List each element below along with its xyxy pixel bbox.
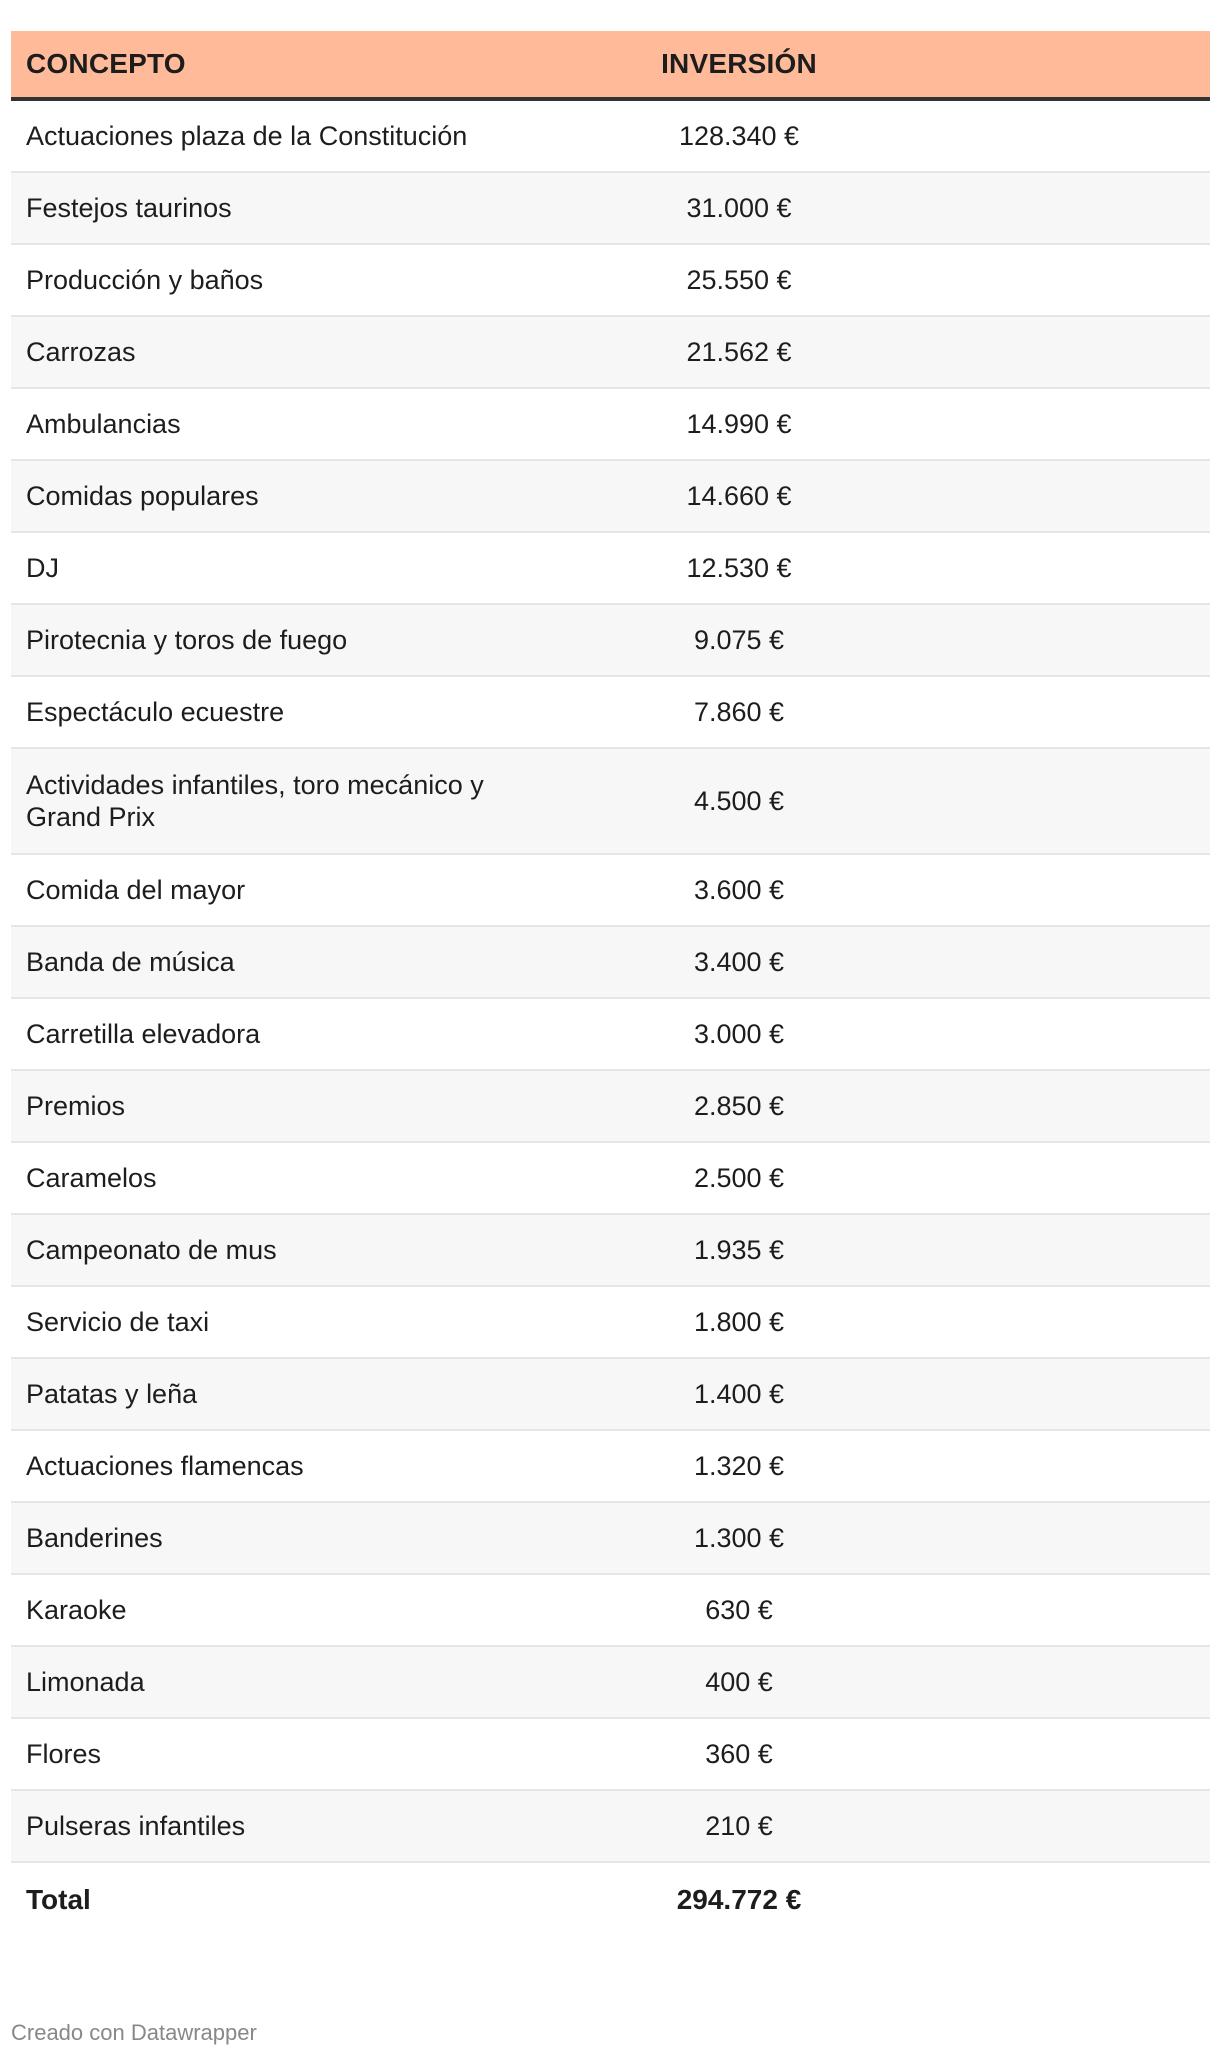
row-inversion: 1.935 €	[693, 1234, 785, 1265]
table-row	[11, 1215, 1210, 1287]
row-inversion: 9.075 €	[693, 624, 785, 655]
table-row	[11, 461, 1210, 533]
row-inversion: 14.660 €	[686, 480, 792, 511]
row-concepto: Banderines	[26, 1522, 163, 1553]
row-concepto: Espectáculo ecuestre	[26, 696, 285, 727]
row-inversion: 14.990 €	[686, 408, 792, 439]
row-concepto: Pulseras infantiles	[26, 1810, 246, 1841]
table-row	[11, 927, 1210, 999]
table-row	[11, 1071, 1210, 1143]
total-label: Total	[26, 1884, 91, 1915]
table-row	[11, 749, 1210, 855]
row-inversion: 25.550 €	[686, 264, 792, 295]
total-value: 294.772 €	[676, 1884, 802, 1915]
table-row	[11, 245, 1210, 317]
table-row	[11, 999, 1210, 1071]
row-concepto: Ambulancias	[26, 408, 181, 439]
data-table	[11, 31, 1210, 1937]
row-concepto: DJ	[26, 552, 59, 583]
row-inversion: 1.400 €	[693, 1378, 785, 1409]
row-inversion: 400 €	[705, 1666, 773, 1697]
total-row	[11, 1863, 1210, 1937]
table-row	[11, 1431, 1210, 1503]
row-inversion: 2.500 €	[693, 1162, 785, 1193]
row-inversion: 21.562 €	[686, 336, 792, 367]
table-row	[11, 101, 1210, 173]
row-concepto: Limonada	[26, 1666, 145, 1697]
table-row	[11, 1143, 1210, 1215]
row-concepto: Actuaciones plaza de la Constitución	[26, 120, 468, 151]
table-row	[11, 1287, 1210, 1359]
row-inversion: 128.340 €	[678, 120, 800, 151]
row-concepto: Flores	[26, 1738, 102, 1769]
table-row	[11, 1575, 1210, 1647]
row-inversion: 1.800 €	[693, 1306, 785, 1337]
table-row	[11, 1647, 1210, 1719]
row-inversion: 31.000 €	[686, 192, 792, 223]
row-inversion: 360 €	[705, 1738, 773, 1769]
row-concepto: Festejos taurinos	[26, 192, 232, 223]
table-row	[11, 677, 1210, 749]
row-inversion: 1.300 €	[693, 1522, 785, 1553]
datawrapper-credit[interactable]: Creado con Datawrapper	[11, 2020, 257, 2045]
table-row	[11, 1359, 1210, 1431]
row-concepto: Caramelos	[26, 1162, 157, 1193]
row-concepto: Campeonato de mus	[26, 1234, 277, 1265]
row-inversion: 630 €	[705, 1594, 773, 1625]
row-inversion: 210 €	[705, 1810, 773, 1841]
table-row	[11, 1503, 1210, 1575]
row-inversion: 2.850 €	[693, 1090, 785, 1121]
row-inversion: 3.000 €	[693, 1018, 785, 1049]
row-concepto: Premios	[26, 1090, 126, 1121]
row-inversion: 12.530 €	[686, 552, 792, 583]
row-concepto: Actividades infantiles, toro mecánico y Grand Prix	[26, 770, 484, 832]
table-row	[11, 389, 1210, 461]
row-concepto: Patatas y leña	[26, 1378, 198, 1409]
table-header	[11, 31, 1210, 101]
table-row	[11, 855, 1210, 927]
row-concepto: Banda de música	[26, 946, 235, 977]
row-inversion: 4.500 €	[693, 786, 785, 816]
table-row	[11, 173, 1210, 245]
row-concepto: Carrozas	[26, 336, 136, 367]
table-row	[11, 533, 1210, 605]
row-inversion: 7.860 €	[693, 696, 785, 727]
column-header-inversion[interactable]: INVERSIÓN	[661, 48, 817, 79]
row-concepto: Servicio de taxi	[26, 1306, 210, 1337]
table-row	[11, 605, 1210, 677]
row-inversion: 3.400 €	[693, 946, 785, 977]
table-row	[11, 317, 1210, 389]
row-concepto: Carretilla elevadora	[26, 1018, 261, 1049]
row-concepto: Pirotecnia y toros de fuego	[26, 624, 348, 655]
column-header-concepto[interactable]: CONCEPTO	[26, 48, 186, 79]
row-concepto: Karaoke	[26, 1594, 127, 1625]
row-concepto: Actuaciones flamencas	[26, 1450, 304, 1481]
table-row	[11, 1791, 1210, 1863]
row-concepto: Comida del mayor	[26, 874, 246, 905]
table-row	[11, 1719, 1210, 1791]
row-concepto: Comidas populares	[26, 480, 259, 511]
row-concepto: Producción y baños	[26, 264, 264, 295]
table-body	[11, 101, 1210, 1863]
row-inversion: 1.320 €	[693, 1450, 785, 1481]
row-inversion: 3.600 €	[693, 874, 785, 905]
